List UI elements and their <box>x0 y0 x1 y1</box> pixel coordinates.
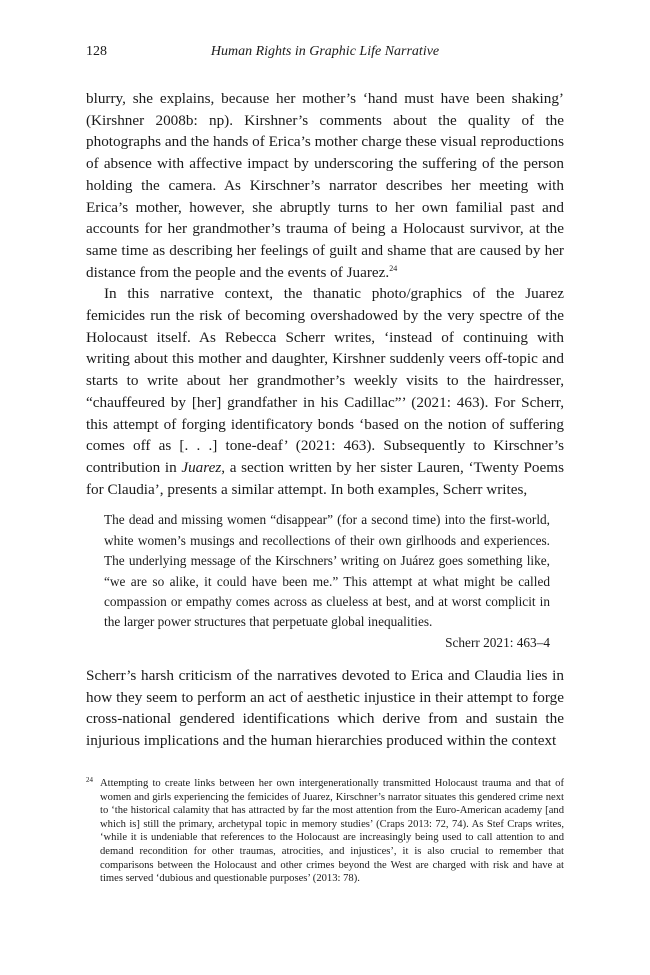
page-number: 128 <box>86 44 107 59</box>
block-quote-citation: Scherr 2021: 463–4 <box>445 634 550 650</box>
paragraph-2 <box>86 283 564 500</box>
footnote-text: Attempting to create links between her own intergenerationally transmitted Holocaust trauma and that of women and girls experiencing the femicides of Juarez, Kirschner’s narrator situates this gendered crime next to ‘the historical calamity that has attracted by far the most attention from the Euro-American academy [and which is] still the primary, archetypal topic in memory studies’ (Craps 2013: 72, 74). As Stef Craps writes, ‘while it is undeniable that references to the Holocaust are increasingly being used to call attention to and demand recondition for other traumas, atrocities, and injustices’, it is also crucial to remember that comparisons between the Holocaust and other crimes beyond the West are charged with risk and have at times served ‘dubious and questionable purposes’ (2013: 78). <box>100 778 564 885</box>
block-quote-text: The dead and missing women “disappear” (for a second time) into the first-world, white women’s musings and recollections of their own girlhoods and experiences. The underlying message of the Kirschners’ writing on Juárez goes something like, “we are so alike, it could have been me.” This attempt at what might be called compassion or empathy comes across as clueless at best, and at worst complicit in the larger power structures that perpetuate global inequalities. <box>104 512 550 630</box>
paragraph-3: Scherr’s harsh criticism of the narratives devoted to Erica and Claudia lies in how they seem to perform an act of aesthetic injustice in their attempt to forge cross-national gendered identifications which derive from and sustain the injurious implications and the human hierarchies produced within the context <box>86 666 564 749</box>
paragraph-2-text-a: In this narrative context, the thanatic photo/graphics of the Juarez femicides run the risk of becoming overshadowed by the very spectre of the Holocaust itself. As Rebecca Scherr writes, ‘instead of continuing with writing about this mother and daughter, Kirshner suddenly veers off-topic and starts to write about her grandmother’s weekly visits to the hairdresser, “chauffeured by [her] grandfather in his Cadillac”’ (2021: 463). For Scherr, this attempt of forging identificatory bonds ‘based on the notion of suffering comes off as [. . .] tone-deaf’ (2021: 463). Subsequently to Kirschner’s contribution in <box>86 285 564 476</box>
footnote-number: 24 <box>86 776 93 784</box>
running-head <box>86 44 564 64</box>
body-text <box>86 88 564 752</box>
footnote <box>86 777 564 886</box>
paragraph-1-text: blurry, she explains, because her mother’s ‘hand must have been shaking’ (Kirshner 2008b: np). Kirshner’s comments about the quality of the photographs and the hands of Erica’s mother charge these visual reproductions of absence with affective impact by underscoring the suffering of the person holding the camera. As Kirschner’s narrator describes her meeting with Erica’s mother, however, she abruptly turns to her own familial past and accounts for her grandmother’s trauma of being a Holocaust survivor, at the same time as describing her feelings of guilt and shame that are caused by her distance from the people and the events of Juarez. <box>86 90 564 281</box>
paragraph-2-text-b: , a section written by her sister Lauren, ‘Twenty Poems for Claudia’, presents a similar attempt. In both examples, Scherr writes, <box>86 458 564 498</box>
running-title: Human Rights in Graphic Life Narrative <box>210 44 440 59</box>
block-quote <box>104 510 550 652</box>
paragraph-2-italic-title: Juarez <box>181 458 222 476</box>
footnote-reference[interactable]: 24 <box>389 263 398 273</box>
paragraph-1 <box>86 88 564 283</box>
